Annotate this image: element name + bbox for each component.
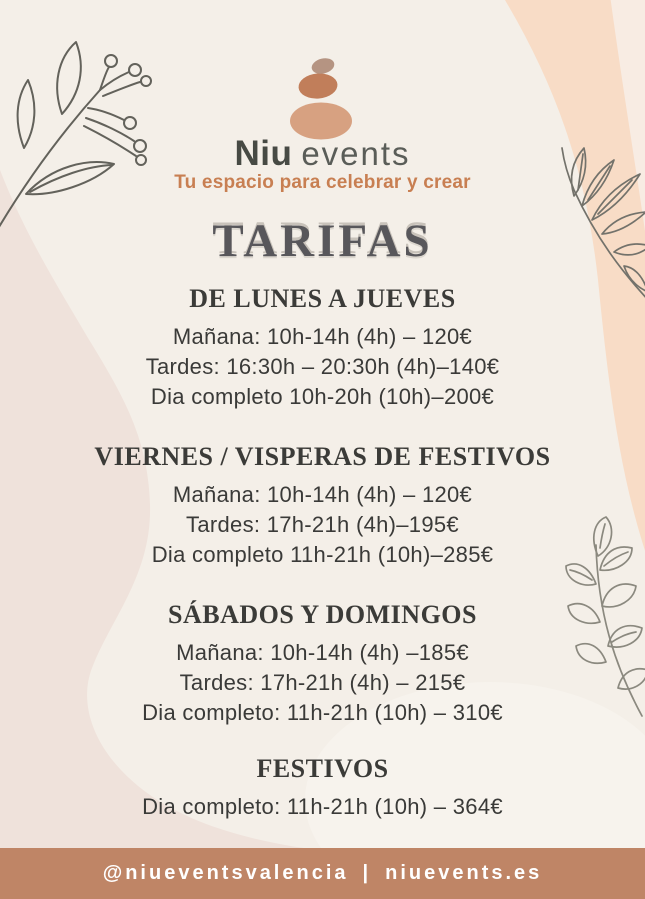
section-heading: SÁBADOS Y DOMINGOS [167,600,477,629]
price-line: Mañana: 10h-14h (4h) –185€ [176,640,469,665]
price-line: Dia completo 11h-21h (10h)–285€ [151,542,494,567]
price-line: Dia completo 10h-20h (10h)–200€ [150,384,495,409]
section-heading: VIERNES / VISPERAS DE FESTIVOS [94,442,551,471]
section-heading: DE LUNES A JUEVES [189,284,456,313]
section-lunes-a-jueves [0,282,645,412]
price-line: Dia completo: 11h-21h (10h) – 364€ [142,794,503,819]
price-line: Dia completo: 11h-21h (10h) – 310€ [142,700,503,725]
instagram-handle: @niueventsvalencia [102,862,349,884]
footer-bar [0,848,645,899]
brand-name-primary: Niu [234,134,293,173]
website-url: niuevents.es [385,862,543,884]
section-viernes-visperas [0,440,645,570]
price-line: Tardes: 17h-21h (4h)–195€ [186,512,459,537]
section-heading: FESTIVOS [256,754,389,783]
price-line: Tardes: 16:30h – 20:30h (4h)–140€ [145,354,500,379]
brand-tagline: Tu espacio para celebrar y crear [174,172,471,193]
price-line: Mañana: 10h-14h (4h) – 120€ [172,482,473,507]
page-title: TARIFAS [212,215,433,267]
brand-name-secondary: events [301,135,411,172]
section-sabados-domingos [0,598,645,728]
separator: | [362,862,372,884]
price-line: Mañana: 10h-14h (4h) – 120€ [172,324,473,349]
section-festivos [0,752,645,822]
stacked-stones-icon [290,56,352,140]
price-line: Tardes: 17h-21h (4h) – 215€ [179,670,466,695]
brand-name [0,136,645,172]
